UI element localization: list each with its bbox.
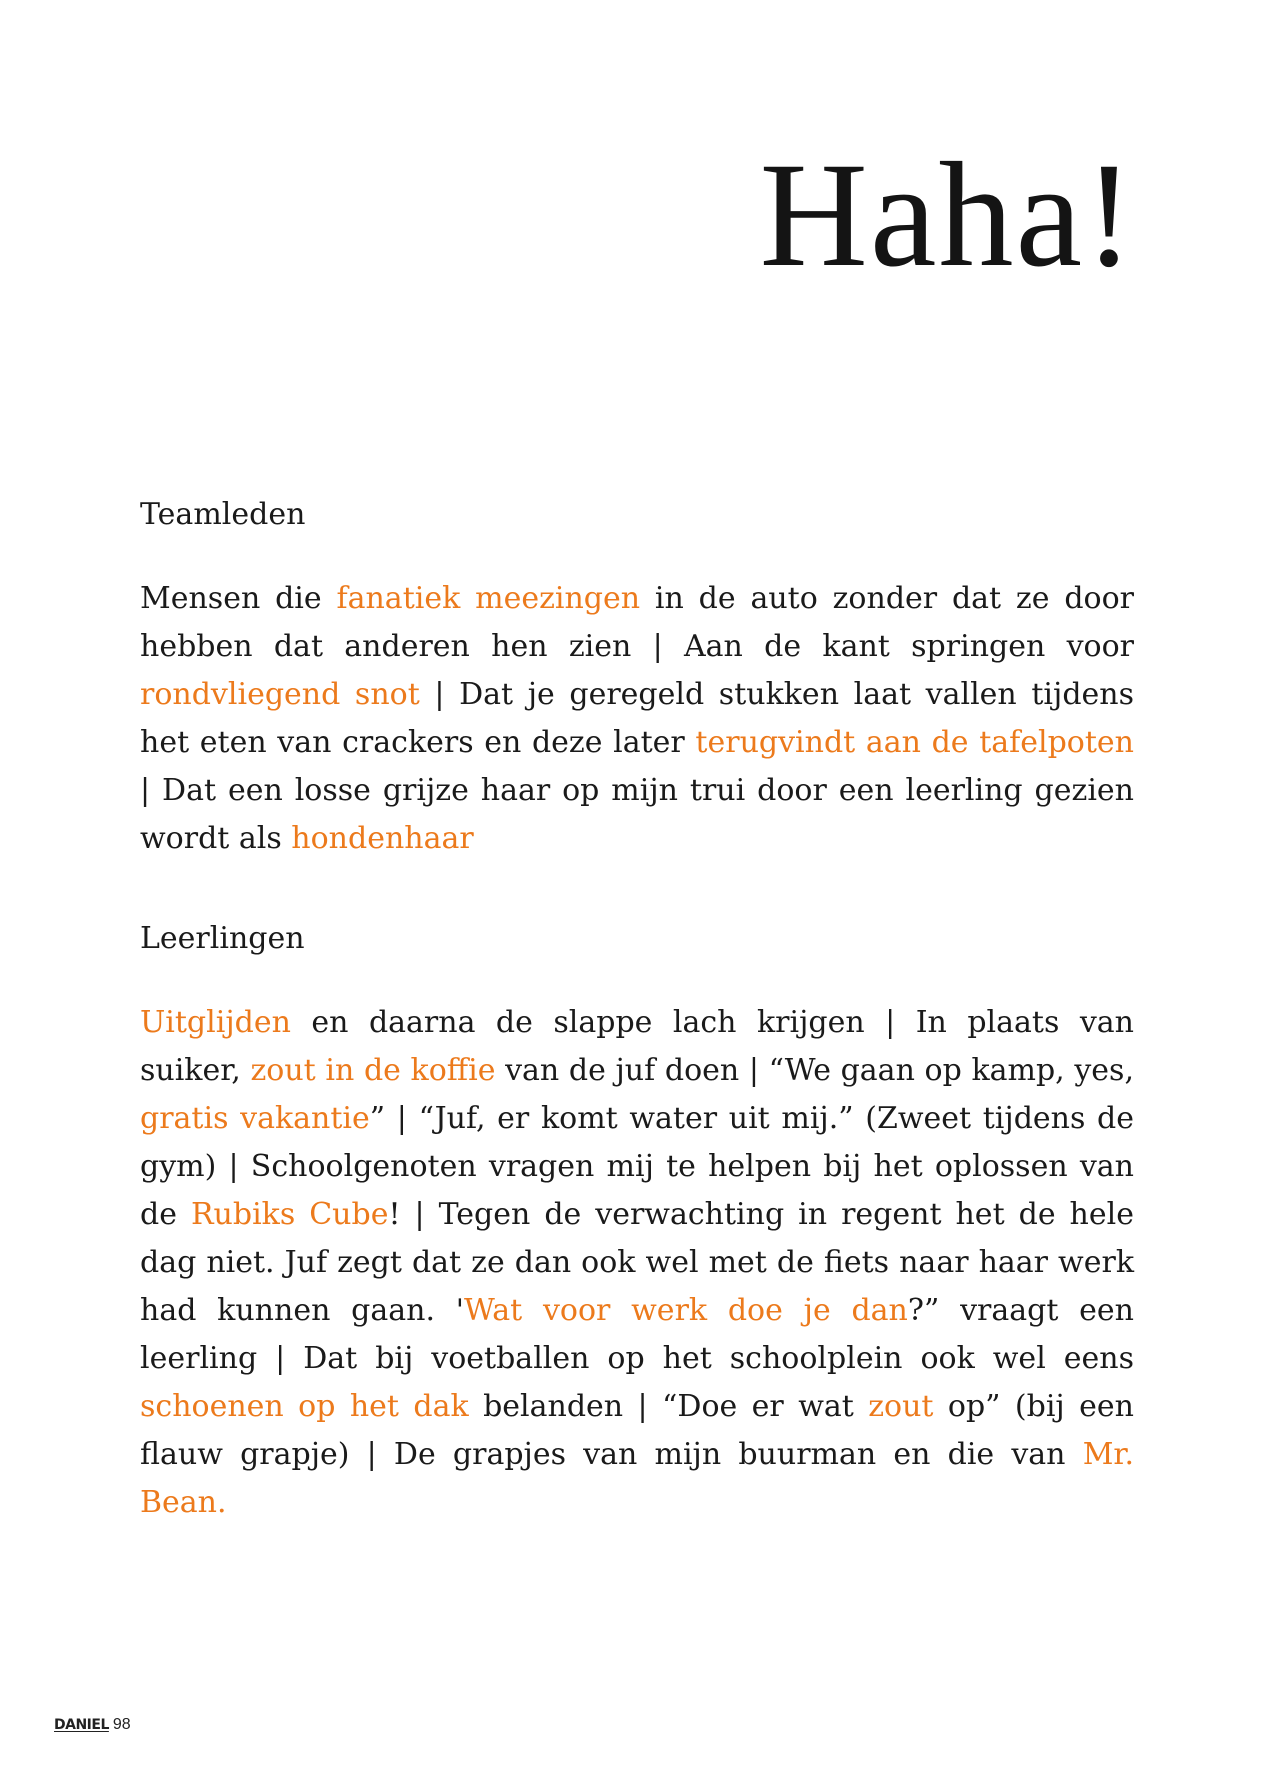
magazine-logo: DANIEL [54, 1717, 109, 1733]
body-text: Mensen die [140, 581, 337, 616]
body-text: | Dat je geregeld stukken laat vallen tijdens het eten van crackers en deze later [140, 677, 1134, 760]
body-text: ” | “Juf, er komt water uit mij.” (Zweet tijdens de gym) | Schoolgenoten vragen mij te helpen bij het oplossen van de [140, 1101, 1134, 1232]
highlight-phrase: hondenhaar [291, 821, 474, 856]
page-footer [54, 1717, 131, 1733]
highlight-phrase: Wat voor werk doe je dan [464, 1293, 908, 1328]
page-number: 98 [112, 1716, 131, 1733]
highlight-phrase: rondvliegend snot [140, 677, 420, 712]
highlight-phrase: zout in de koffie [250, 1053, 496, 1088]
body-text: ! | Tegen de verwachting in regent het de hele dag niet. Juf zegt dat ze dan ook wel met de fiets naar haar werk had kunnen gaan. ' [140, 1197, 1134, 1328]
highlight-phrase: zout [868, 1389, 934, 1424]
body-text: op” (bij een flauw grapje) | De grapjes van mijn buurman en die van [140, 1389, 1134, 1472]
highlight-phrase: fanatiek meezingen [336, 581, 641, 616]
section-heading: Teamleden [140, 497, 306, 532]
body-text: en daarna de slappe lach krijgen | In plaats van suiker, [140, 1005, 1134, 1088]
section-body [140, 575, 1134, 863]
highlight-phrase: Rubiks Cube [190, 1197, 389, 1232]
body-text: | Dat een losse grijze haar op mijn trui door een leerling gezien wordt als [140, 773, 1134, 856]
section-body [140, 999, 1134, 1527]
page-title: Haha! [759, 132, 1136, 298]
highlight-phrase: Mr. Bean. [140, 1437, 1134, 1520]
section-teamleden [140, 497, 1134, 863]
body-text: in de auto zonder dat ze door hebben dat anderen hen zien | Aan de kant springen voor [140, 581, 1135, 664]
highlight-phrase: Uitglijden [140, 1005, 291, 1040]
body-text: van de juf doen | “We gaan op kamp, yes, [495, 1053, 1134, 1088]
highlight-phrase: gratis vakantie [140, 1101, 370, 1136]
body-text: belanden | “Doe er wat [468, 1389, 869, 1424]
highlight-phrase: schoenen op het dak [140, 1389, 469, 1424]
highlight-phrase: terugvindt aan de tafelpoten [695, 725, 1134, 760]
section-leerlingen [140, 921, 1134, 1527]
section-heading: Leerlingen [140, 921, 305, 956]
body-text: ?” vraagt een leerling | Dat bij voetballen op het schoolplein ook wel eens [140, 1293, 1134, 1376]
